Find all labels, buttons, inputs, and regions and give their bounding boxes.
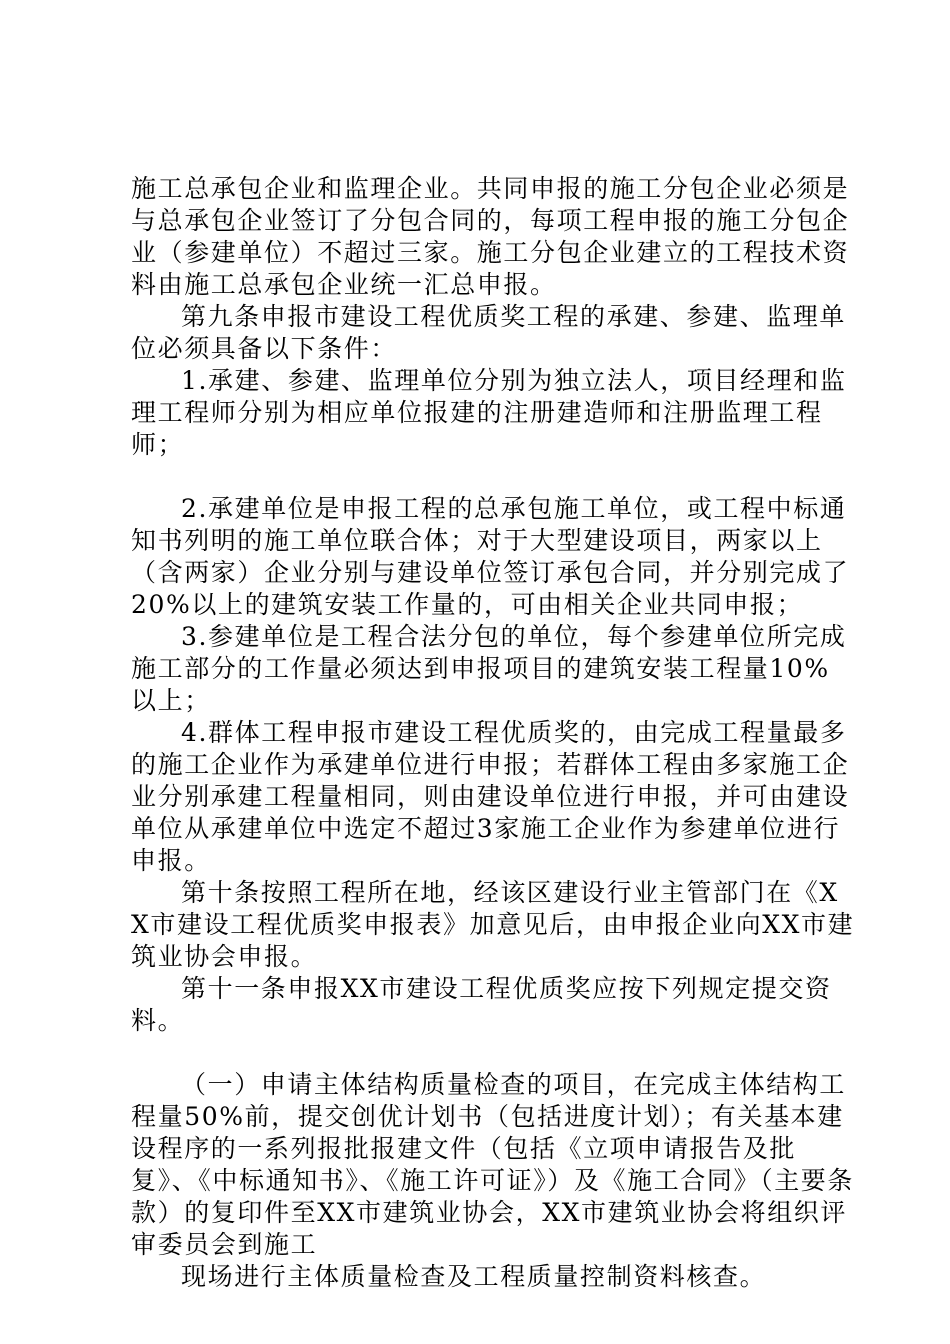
paragraph-item-1-continued: 现场进行主体质量检查及工程质量控制资料核查。 xyxy=(181,1262,767,1291)
paragraph-article-9: 第九条申报市建设工程优质奖工程的承建、参建、监理单位必须具备以下条件： xyxy=(131,302,847,363)
paragraph-article-11: 第十一条申报XX市建设工程优质奖应按下列规定提交资料。 xyxy=(131,974,832,1035)
paragraph-condition-1: 1.承建、参建、监理单位分别为独立法人，项目经理和监理工程师分别为相应单位报建的注册建造师和注册监理工程师； xyxy=(131,366,847,459)
paragraph-item-1: （一）申请主体结构质量检查的项目，在完成主体结构工程量50%前，提交创优计划书（包括进度计划）；有关基本建设程序的一系列报批报建文件（包括《立项申请报告及批复》、《中标通知书》、《施工许可证》）及《施工合同》（主要条款）的复印件至XX市建筑业协会，XX市建筑业协会将组织评审委员会到施工 xyxy=(131,1070,855,1259)
document-body xyxy=(131,173,856,1293)
paragraph-condition-4: 4.群体工程申报市建设工程优质奖的，由完成工程量最多的施工企业作为承建单位进行申报；若群体工程由多家施工企业分别承建工程量相同，则由建设单位进行申报，并可由建设单位从承建单位中选定不超过3家施工企业作为参建单位进行申报。 xyxy=(131,718,850,875)
paragraph-continuation: 施工总承包企业和监理企业。共同申报的施工分包企业必须是与总承包企业签订了分包合同的，每项工程申报的施工分包企业（参建单位）不超过三家。施工分包企业建立的工程技术资料由施工总承包企业统一汇总申报。 xyxy=(131,174,850,299)
paragraph-condition-2: 2.承建单位是申报工程的总承包施工单位，或工程中标通知书列明的施工单位联合体；对于大型建设项目，两家以上（含两家）企业分别与建设单位签订承包合同，并分别完成了20%以上的建筑安装工作量的，可由相关企业共同申报； xyxy=(131,494,850,619)
paragraph-condition-3: 3.参建单位是工程合法分包的单位，每个参建单位所完成施工部分的工作量必须达到申报项目的建筑安装工程量10%以上； xyxy=(131,622,847,715)
paragraph-article-10: 第十条按照工程所在地，经该区建设行业主管部门在《XX市建设工程优质奖申报表》加意见后，由申报企业向XX市建筑业协会申报。 xyxy=(131,878,855,971)
